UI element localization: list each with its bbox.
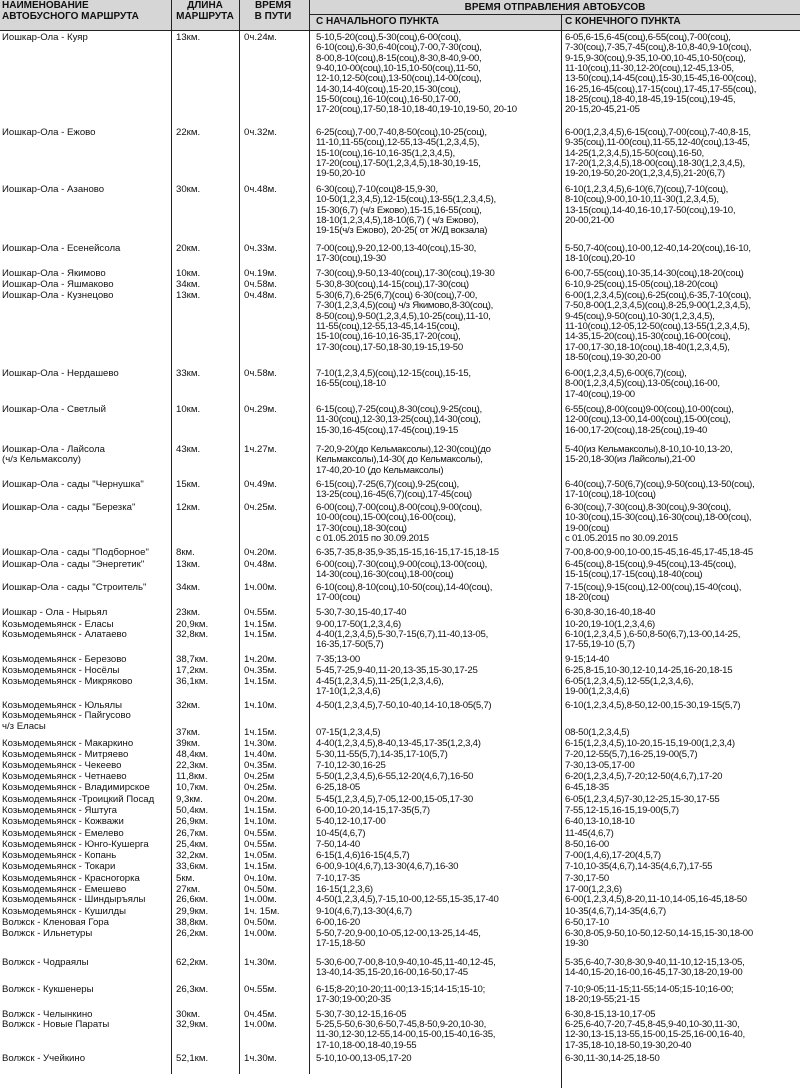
route-name: Козьмодемьянск - Кушилды [2,907,127,917]
travel-time: 1ч. 15м. [244,907,280,917]
departures-from-start: 7-50,14-40 [316,840,360,850]
travel-time: 1ч.15м. [244,806,277,816]
departures-from-start: 5-30,6-00,7-00,8-10,9-40,10-45,11-40,12-45, 13-40,14-35,15-20,16-00,16-50,17-45 [316,958,496,979]
travel-time: 0ч.55м. [244,829,277,839]
route-name: Йошкар-Ола - сады "Подборное" [2,548,149,558]
departures-from-start: 5-30,7-30,12-15,16-05 [316,1010,407,1020]
route-length: 26,6км. [176,895,209,905]
travel-time: 0ч.48м. [244,560,277,570]
route-length: 22,3км. [176,761,209,771]
departures-from-end: 5-40(из Кельмаксолы),8-10,10-10,13-20, 15-20,18-30(из Лайсолы),21-00 [565,445,733,466]
departures-from-start: 9-10(4,6,7),13-30(4,6,7) [316,907,412,917]
travel-time: 0ч.10м. [244,874,277,884]
route-name: Козьмодемьянск - Токари [2,862,116,872]
route-length: 10км. [176,269,201,279]
route-length: 5км. [176,874,195,884]
travel-time: 0ч.55м. [244,608,277,618]
departures-from-start: 6-15;8-20;10-20;11-00;13-15;14-15;15-10; 17-30;19-00;20-35 [316,985,486,1006]
departures-from-start: 6-00,10-20,14-15,17-35(5,7) [316,806,430,816]
route-length: 25,4км. [176,840,209,850]
departures-from-start: 6-15(соц),7-25(соц),8-30(соц),9-25(соц), 11-30(соц),12-30,13-25(соц),14-30(соц), 15-30,16-45(соц),17-45(соц),19-15 [316,405,482,436]
departures-from-end: 5-35,6-40,7-30,8-30,9-40,11-10,12-15,13-05, 14-40,15-20,16-00,16-45,17-30,18-20,19-00 [565,958,745,979]
route-name: Йошкар-Ола - Ежово [2,128,96,138]
departures-from-end: 6-10(1,2,3,4,5),8-50,12-00,15-30,19-15(5,7) [565,701,741,711]
departures-from-start: 7-10,12-30,16-25 [316,761,386,771]
route-length: 39км. [176,739,201,749]
departures-from-end: 6-30,8-30,16-40,18-40 [565,608,656,618]
route-name: Козьмодемьянск - Макаркино [2,739,134,749]
departures-from-end: 6-05,6-15,6-45(соц),6-55(соц),7-00(соц), 7-30(соц),7-35,7-45(соц),8-10,8-40,9-10(соц), 9-15,9-30(соц),9-35,10-00,10-45,10-50(соц), 11-10(соц),11-30,12-20(соц),12-45,13-05, 13-50(соц),14-45(соц),15-30,15-45,16-00(соц), 16-25,16-45(соц),17-15(соц),17-45,17-55(соц), 18-25(соц),18-40,18-45,19-15(соц),19-45, 20-15,20-45,21-05 [565,33,757,116]
route-length: 13км. [176,33,201,43]
travel-time: 0ч.35м. [244,666,277,676]
travel-time: 0ч.48м. [244,291,277,301]
route-name: Волжск - Новые Параты [2,1020,110,1030]
header-from-start: С НАЧАЛЬНОГО ПУНКТА [316,16,440,27]
travel-time: 1ч.15м. [244,620,277,630]
departures-from-start: 9-00,17-50(1,2,3,4,6) [316,620,401,630]
route-length: 12км. [176,503,201,513]
travel-time: 0ч.25м. [244,503,277,513]
route-name: Йошкар-Ола - Якимово [2,269,106,279]
travel-time: 0ч.55м. [244,985,277,995]
route-length: 32,2км. [176,851,209,861]
departures-from-end: 6-30,8-05,9-50,10-50,12-50,14-15,15-30,18-00 19-30 [565,929,753,950]
route-length: 62,2км. [176,958,209,968]
route-length: 26,7км. [176,829,209,839]
departures-from-end: 08-50(1,2,3,4,5) [565,728,630,738]
departures-from-end: 9-15;14-40 [565,655,609,665]
departures-from-end: 10-20,19-10(1,2,3,4,6) [565,620,655,630]
departures-from-end: 7-55,12-15,16-15,19-00(5,7) [565,806,679,816]
route-name: Козьмодемьянск - Емешево [2,885,127,895]
departures-from-start: 5-30(6,7),6-25(6,7)(соц) 6-30(соц),7-00, 7-30(1,2,3,4,5)(соц) ч/з Якимово,8-30(соц), 8-50(соц),9-50(1,2,3,4,5),10-25(соц),11-10, 11-55(соц),12-55,13-45,14-15(соц), 15-10(соц),16-10,16-35,17-20(соц), 17-30(соц),17-50,18-30,19-15,19-50 [316,291,494,353]
route-length: 15км. [176,480,201,490]
route-name: Йошкар-Ола - Есенейсола [2,244,121,254]
route-length: 20,9км. [176,620,209,630]
departures-from-start: 7-20,9-20(до Кельмаксолы),12-30(соц)(до Кельмаксолы),14-30( до Кельмаксолы), 17-40,20-10 (до Кельмаксолы) [316,445,491,476]
route-name: Козьмодемьянск - Владимирское [2,783,150,793]
departures-from-start: 5-10,5-20(соц),5-30(соц),6-00(соц), 6-10(соц),6-30,6-40(соц),7-00,7-30(соц), 8-00,8-10(соц),8-15(соц),8-30,8-40,9-00, 9-40,10-00(соц),10-15,10-50(соц),11-50, 12-10,12-50(соц),13-50(соц),14-00(соц), 14-30,14-40(соц),15-20,15-30(соц), 15-50(соц),16-10(соц),16-50,17-00, 17-20(соц),17-50,18-10,18-40,19-10,19-50, 20-10 [316,33,517,116]
departures-from-end: 7-00,8-00,9-00,10-00,15-45,16-45,17-45,18-45 [565,548,753,558]
route-name: Йошкар-Ола - сады "Чернушка" [2,480,144,490]
departures-from-start: 6-00(соц),7-30(соц),9-00(соц),13-00(соц), 14-30(соц),16-30(соц),18-00(соц) [316,560,488,581]
route-length: 22км. [176,128,201,138]
route-name: Йошкар-Ола - Светлый [2,405,106,415]
travel-time: 0ч.25м. [244,783,277,793]
route-length: 9,3км. [176,795,203,805]
header-subdivider [309,14,800,15]
route-name: Йошкар-Ола - Азаново [2,185,105,195]
header-departure: ВРЕМЯ ОТПРАВЛЕНИЯ АВТОБУСОВ [464,2,646,13]
route-name: Козьмодемьянск - Березово [2,655,127,665]
route-name: Йошкар-Ола - сады "Строитель" [2,583,147,593]
travel-time: 1ч.05м. [244,851,277,861]
route-length: 36,1км. [176,677,209,687]
route-length: 52,1км. [176,1054,209,1064]
departures-from-end: 6-55(соц),8-00(соц)9-00(соц),10-00(соц), 12-00(соц),13-00,14-00(соц),15-00(соц), 16-00,17-20(соц),18-25(соц),19-40 [565,405,734,436]
route-length: 23км. [176,608,201,618]
route-name: Волжск - Учейкино [2,1054,86,1064]
travel-time: 0ч.58м. [244,280,277,290]
departures-from-start: 4-40(1,2,3,4,5),8-40,13-45,17-35(1,2,3,4) [316,739,481,749]
departures-from-end: 6-10(1,2,3,4,5),6-10(6,7)(соц),7-10(соц), 8-10(соц),9-00,10-10,11-30(1,2,3,4,5), 13-15(соц),14-40,16-10,17-50(соц),19-10, 20-00,21-00 [565,185,736,227]
departures-from-end: 6-30,8-15,13-10,17-05 [565,1010,656,1020]
departures-from-end: 7-15(соц),9-15(соц),12-00(соц),15-40(соц), 18-20(соц) [565,583,742,604]
departures-from-start: 5-10,10-00,13-05,17-20 [316,1054,412,1064]
route-length: 38,7км. [176,655,209,665]
route-length: 26,3км. [176,985,209,995]
travel-time: 0ч.19м. [244,269,277,279]
departures-from-start: 7-35;13-00 [316,655,360,665]
route-length: 30км. [176,1010,201,1020]
route-length: 43км. [176,445,201,455]
column-divider [239,0,240,1074]
travel-time: 0ч.58м. [244,369,277,379]
travel-time: 0ч.24м. [244,33,277,43]
route-name: Козьмодемьянск - Микряково [2,677,133,687]
departures-from-start: 10-45(4,6,7) [316,829,366,839]
departures-from-end: 6-30,11-30,14-25,18-50 [565,1054,660,1064]
travel-time: 1ч.15м. [244,728,277,738]
route-length: 48,4км. [176,750,209,760]
departures-from-start: 5-50(1,2,3,4,5),6-55,12-20(4,6,7),16-50 [316,772,474,782]
header-travel-time-text: ВРЕМЯ В ПУТИ [254,0,292,22]
departures-from-start: 6-00(соц),7-00(соц),8-00(соц),9-00(соц), 10-00(соц),15-00(соц),16-00(соц), 17-30(соц),18-30(соц) с 01.05.2015 по 30.09.2015 [316,503,482,545]
route-length: 26,9км. [176,817,209,827]
route-name: Волжск - Кленовая Гора [2,918,109,928]
route-name: Волжск - Чодраялы [2,958,89,968]
travel-time: 1ч.00м. [244,929,277,939]
departures-from-start: 7-10(1,2,3,4,5)(соц),12-15(соц),15-15, 16-55(соц),18-10 [316,369,471,390]
route-name: Йошкар-Ола - Яшмаково [2,280,114,290]
route-name: Козьмодемьянск - Алатаево [2,630,127,640]
header-length-text: ДЛИНА МАРШРУТА [176,0,234,22]
route-name: Козьмодемьянск -Троицкий Посад [2,795,155,805]
route-name: Козьмодемьянск - Еласы [2,620,114,630]
route-name: Козьмодемьянск - Копань [2,851,117,861]
departures-from-end: 6-00(1,2,3,4,5),6-15(соц),7-00(соц),7-40,8-15, 9-35(соц),11-00(соц),11-55,12-40(соц),13-45, 14-25(1,2,3,4,5),15-50(соц),16-50, 17-20(1,2,3,4,5),18-00(соц),18-30(1,2,3,4,5), 19-20,19-50,20-20(1,2,3,4,5),21-20(6,7) [565,128,751,180]
departures-from-end: 7-10;9-05;11-15;11-55;14-05;15-10;16-00; 18-20;19-55;21-15 [565,985,734,1006]
departures-from-start: 6-00,9-10(4,6,7),13-30(4,6,7),16-30 [316,862,459,872]
departures-from-start: 16-15(1,2,3,6) [316,885,373,895]
departures-from-start: 6-15(1,4,6)16-15(4,5,7) [316,851,410,861]
departures-from-end: 7-30,17-50 [565,874,609,884]
route-name: Козьмодемьянск - Красногорка [2,874,140,884]
departures-from-end: 5-50,7-40(соц),10-00,12-40,14-20(соц),16-10, 18-10(соц),20-10 [565,244,751,265]
departures-from-end: 6-25,6-40,7-20,7-45,8-45,9-40,10-30,11-30, 12-30,13-15,13-55,15-00,15-25,16-00,16-40, 17-35,18-10,18-50,19-30,20-40 [565,1020,745,1051]
departures-from-start: 5-45(1,2,3,4,5),7-05,12-00,15-05,17-30 [316,795,473,805]
departures-from-start: 5-30,11-55(5,7),14-35,17-10(5,7) [316,750,448,760]
departures-from-start: 5-30,8-30(соц),14-15(соц),17-30(соц) [316,280,469,290]
departures-from-end: 10-35(4,6,7),14-35(4,6,7) [565,907,666,917]
route-length: 32км. [176,701,201,711]
table-header [0,0,800,30]
departures-from-start: 5-30,7-30,15-40,17-40 [316,608,407,618]
travel-time: 0ч.50м. [244,918,277,928]
route-name: Козьмодемьянск - Чекеево [2,761,122,771]
travel-time: 0ч.49м. [244,480,277,490]
route-length: 26,2км. [176,929,209,939]
travel-time: 0ч.45м. [244,1010,277,1020]
departures-from-start: 5-40,12-10,17-00 [316,817,386,827]
route-name: Йошкар-Ола - Нердашево [2,369,119,379]
departures-from-end: 6-10(1,2,3,4,5 ),6-50,8-50(6,7),13-00,14-25, 17-55,19-10 (5,7) [565,630,741,651]
route-length: 11,8км. [176,772,208,782]
travel-time: 1ч.20м. [244,655,277,665]
departures-from-start: 6-35,7-35,8-35,9-35,15-15,16-15,17-15,18-15 [316,548,499,558]
travel-time: 1ч.40м. [244,750,277,760]
departures-from-start: 7-10,17-35 [316,874,360,884]
route-length: 32,9км. [176,1020,209,1030]
travel-time: 1ч.10м. [244,817,277,827]
travel-time: 1ч.30м. [244,739,277,749]
travel-time: 1ч.00м. [244,895,277,905]
departures-from-end: 6-00,7-55(соц),10-35,14-30(соц),18-20(соц) [565,269,744,279]
departures-from-start: 4-50(1,2,3,4,5),7-15,10-00,12-55,15-35,17-40 [316,895,499,905]
route-length: 37км. [176,728,201,738]
route-length: 50,4км. [176,806,209,816]
travel-time: 0ч.48м. [244,185,277,195]
departures-from-end: 6-15(1,2,3,4,5),10-20,15-15,19-00(1,2,3,4) [565,739,735,749]
departures-from-end: 6-00(1,2,3,4,5),8-20,11-10,14-05,16-45,18-50 [565,895,747,905]
departures-from-start: 6-10(соц),8-10(соц),10-50(соц),14-40(соц), 17-00(соц) [316,583,493,604]
header-travel-time [240,0,306,30]
departures-from-end: 6-45(соц),8-15(соц),9-45(соц),13-45(соц), 15-15(соц),17-15(соц),18-40(соц) [565,560,737,581]
departures-from-end: 6-45,18-35 [565,783,609,793]
departures-from-start: 6-30(соц),7-10(соц)8-15,9-30, 10-50(1,2,3,4,5),12-15(соц),13-55(1,2,3,4,5), 15-30(6,7) (ч/з Ежово),15-15,16-55(соц), 18-10(1,2,3,4,5),18-10(6,7) ( ч/з Ежово), 19-15(ч/з Ежово), 20-25( от Ж/Д вокзала) [316,185,496,237]
departures-from-end: 7-20,12-55(5,7),16-25,19-00(5,7) [565,750,698,760]
route-name: Козьмодемьянск - Шиндыръялы [2,895,146,905]
departures-from-start: 6-25(соц),7-00,7-40,8-50(соц),10-25(соц), 11-10,11-55(соц),12-55,13-45(1,2,3,4,5), 15-10(соц),16-10,16-35(1,2,3,4,5), 17-20(соц),17-50(1,2,3,4,5),18-30,19-15, 19-50,20-10 [316,128,487,180]
departures-from-end: 7-30,13-05,17-00 [565,761,635,771]
route-length: 33км. [176,369,201,379]
departures-from-start: 5-25,5-50,6-30,6-50,7-45,8-50,9-20,10-30, 11-30,12-30,12-55,14-00,15-00,15-40,16-35, 17-10,18-00,18-40,19-55 [316,1020,496,1051]
route-name: Йошкар-Ола - Лайсола (ч/з Кельмаксолу) [2,445,105,466]
departures-from-end: 11-45(4,6,7) [565,829,614,839]
column-divider [561,14,562,1088]
travel-time: 1ч.30м. [244,958,277,968]
header-from-end: С КОНЕЧНОГО ПУНКТА [565,16,681,27]
travel-time: 1ч.15м. [244,630,277,640]
departures-from-end: 6-00(1,2,3,4,5),6-00(6,7)(соц), 8-00(1,2,3,4,5)(соц),13-05(соц),16-00, 17-40(соц),19-00 [565,369,720,400]
route-length: 17,2км. [176,666,209,676]
route-name: Йошкар - Ола - Нырьял [2,608,108,618]
travel-time: 0ч.20м. [244,548,277,558]
header-route-name [2,0,170,30]
departures-from-end: 7-00(1,4,6),17-20(4,5,7) [565,851,661,861]
route-length: 13км. [176,560,201,570]
departures-from-start: 7-00(соц),9-20,12-00,13-40(соц),15-30, 17-30(соц),19-30 [316,244,477,265]
travel-time: 1ч.00м. [244,1020,277,1030]
column-divider [171,0,172,1074]
departures-from-end: 8-50,16-00 [565,840,609,850]
departures-from-start: 5-45,7-25,9-40,11-20,13-35,15-30,17-25 [316,666,478,676]
departures-from-start: 4-50(1,2,3,4,5),7-50,10-40,14-10,18-05(5,7) [316,701,492,711]
route-length: 29,9км. [176,907,209,917]
departures-from-start: 7-30(соц),9-50,13-40(соц),17-30(соц),19-30 [316,269,495,279]
route-name: Волжск - Ильнетуры [2,929,93,939]
route-length: 30км. [176,185,201,195]
route-name: Йошкар-Ола - сады "Березка" [2,503,136,513]
departures-from-end: 6-05(1,2,3,4,5)7-30,12-25,15-30,17-55 [565,795,720,805]
departures-from-start: 6-25,18-05 [316,783,360,793]
travel-time: 0ч.25м [244,772,275,782]
travel-time: 0ч.55м. [244,840,277,850]
departures-from-end: 17-00(1,2,3,6) [565,885,622,895]
departures-from-start: 5-50,7-20,9-00,10-05,12-00,13-25,14-45, 17-15,18-50 [316,929,481,950]
travel-time: 0ч.33м. [244,244,277,254]
route-length: 34км. [176,280,201,290]
route-length: 13км. [176,291,201,301]
travel-time: 1ч.30м. [244,1054,277,1064]
travel-time: 0ч.20м. [244,795,277,805]
departures-from-end: 6-05(1,2,3,4,5),12-55(1,2,3,4,6), 19-00(1,2,3,4,6) [565,677,694,698]
route-length: 10,7км. [176,783,209,793]
travel-time: 0ч.35м. [244,761,277,771]
route-name: Йошкар-Ола - Куяр [2,33,88,43]
column-divider [309,0,310,1074]
header-divider [0,30,800,31]
departures-from-end: 6-30(соц),7-30(соц),8-30(соц),9-30(соц), 10-30(соц),15-30(соц),16-30(соц),18-00(соц), 19-00(соц) с 01.05.2015 по 30.09.2015 [565,503,752,545]
departures-from-end: 6-50,17-10 [565,918,609,928]
route-name: Волжск - Кукшенеры [2,985,94,995]
departures-from-start: 07-15(1,2,3,4,5) [316,728,381,738]
header-route-name-text: НАИМЕНОВАНИЕ АВТОБУСНОГО МАРШРУТА [2,0,139,22]
route-name: Йошкар-Ола - сады "Энергетик" [2,560,145,570]
header-length [172,0,238,30]
travel-time: 1ч.10м. [244,701,277,711]
departures-from-start: 6-00,16-20 [316,918,360,928]
departures-from-start: 4-45(1,2,3,4,5),11-25(1,2,3,4,6), 17-10(1,2,3,4,6) [316,677,444,698]
travel-time: 1ч.15м. [244,677,277,687]
travel-time: 1ч.15м. [244,862,277,872]
departures-from-start: 6-15(соц),7-25(6,7)(соц),9-25(соц), 13-25(соц),16-45(6,7)(соц),17-45(соц) [316,480,472,501]
departures-from-end: 6-10,9-25(соц),15-05(соц),18-20(соц) [565,280,718,290]
travel-time: 0ч.32м. [244,128,277,138]
route-name: Козьмодемьянск - Емелево [2,829,124,839]
travel-time: 0ч.50м. [244,885,277,895]
route-name: Козьмодемьянск - Носёлы [2,666,120,676]
route-name: Волжск - Челынкино [2,1010,93,1020]
travel-time: 0ч.29м. [244,405,277,415]
departures-from-end: 6-40,13-10,18-10 [565,817,635,827]
departures-from-start: 4-40(1,2,3,4,5),5-30,7-15(6,7),11-40,13-05, 16-35,17-50(5,7) [316,630,488,651]
route-length: 20км. [176,244,201,254]
travel-time: 1ч.27м. [244,445,277,455]
departures-from-end: 6-25,8-15,10-30,12-10,14-25,16-20,18-15 [565,666,733,676]
route-name: Козьмодемьянск - Четнаево [2,772,127,782]
departures-from-end: 6-00(1,2,3,4,5)(соц),6-25(соц),6-35,7-10(соц), 7-50,8-00(1,2,3,4,5)(соц),8-25,9-00(1,2,3,4,5), 9-45(соц),9-50(соц),10-30(1,2,3,4,5), 11-10(соц),12-05,12-50(соц),13-55(1,2,3,4,5), 14-35,15-20(соц),15-30(соц),16-00(соц), 17-00,17-30,18-10(соц),18-40(1,2,3,4,5), 18-50(соц),19-30,20-00 [565,291,752,364]
route-length: 10км. [176,405,201,415]
route-name: Козьмодемьянск - Юнго-Кушерга [2,840,149,850]
route-length: 34км. [176,583,201,593]
route-length: 38,8км. [176,918,209,928]
route-name: Козьмодемьянск - Яштуга [2,806,118,816]
departures-from-end: 7-10,10-35(4,6,7),14-35(4,6,7),17-55 [565,862,713,872]
route-length: 32,8км. [176,630,209,640]
route-name: Козьмодемьянск - Юльялы Козьмодемьянск - Пайгусово ч/з Еласы [2,701,131,732]
route-name: Козьмодемьянск - Митряево [2,750,129,760]
departures-from-end: 6-40(соц),7-50(6,7)(соц),9-50(соц),13-50(соц), 17-10(соц),18-10(соц) [565,480,755,501]
route-length: 27км. [176,885,201,895]
departures-from-end: 6-20(1,2,3,4,5),7-20;12-50(4,6,7),17-20 [565,772,723,782]
route-name: Йошкар-Ола - Кузнецово [2,291,114,301]
route-name: Козьмодемьянск - Кожважи [2,817,124,827]
route-length: 8км. [176,548,195,558]
route-length: 33,6км. [176,862,209,872]
travel-time: 1ч.00м. [244,583,277,593]
